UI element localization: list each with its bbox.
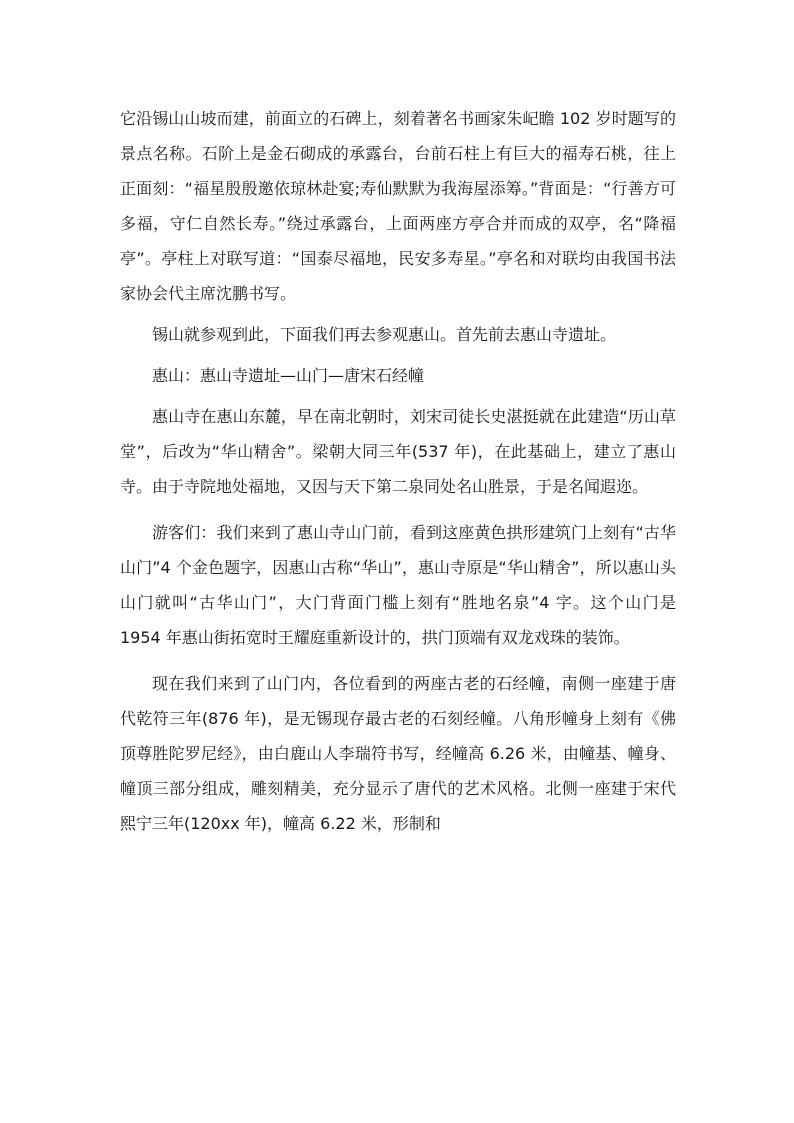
- paragraph-stone-pillars: 现在我们来到了山门内，各位看到的两座古老的石经幢，南侧一座建于唐代乾符三年(876 年)，是无锡现存最古老的石刻经幢。八角形幢身上刻有《佛顶尊胜陀罗尼经》，由白鹿山人李瑞符书写，经幢高 6.26 米，由幢基、幢身、幢顶三部分组成，雕刻精美，充分显示了唐代的艺术风格。北侧一座建于宋代熙宁三年(120xx 年)，幢高 6.22 米，形制和: [120, 674, 676, 833]
- paragraph-temple-gate: 游客们：我们来到了惠山寺山门前，看到这座黄色拱形建筑门上刻有“古华山门”4 个金色题字，因惠山古称“华山”，惠山寺原是“华山精舍”，所以惠山头山门就叫“古华山门”，大门背面门槛上刻有“胜地名泉”4 字。这个山门是 1954 年惠山街拓宽时王耀庭重新设计的，拱门顶端有双龙戏珠的装饰。: [120, 523, 676, 647]
- paragraph-pagoda-description: 它沿锡山山坡而建，前面立的石碑上，刻着著名书画家朱屺瞻 102 岁时题写的景点名称。石阶上是金石砌成的承露台，台前石柱上有巨大的福寿石桃，往上正面刻：“福星殷殷邀依琼林赴宴;寿仙默默为我海屋添筹。”背面是：“行善方可多福，守仁自然长寿。”绕过承露台，上面两座方亭合并而成的双亭，名“降福亭”。亭柱上对联写道：“国泰尽福地，民安多寿星。”亭名和对联均由我国书法家协会代主席沈鹏书写。: [120, 109, 676, 303]
- document-page: [120, 101, 676, 841]
- paragraph-transition-huishan: 锡山就参观到此，下面我们再去参观惠山。首先前去惠山寺遗址。: [152, 325, 617, 344]
- paragraph-huishan-temple-history: 惠山寺在惠山东麓，早在南北朝时，刘宋司徒长史湛挺就在此建造“历山草堂”，后改为“华山精舍”。梁朝大同三年(537 年)，在此基础上，建立了惠山寺。由于寺院地处福地，又因与天下第二泉同处名山胜景，于是名闻遐迩。: [120, 407, 676, 496]
- section-heading-huishan: 惠山：惠山寺遗址—山门—唐宋石经幢: [152, 366, 425, 385]
